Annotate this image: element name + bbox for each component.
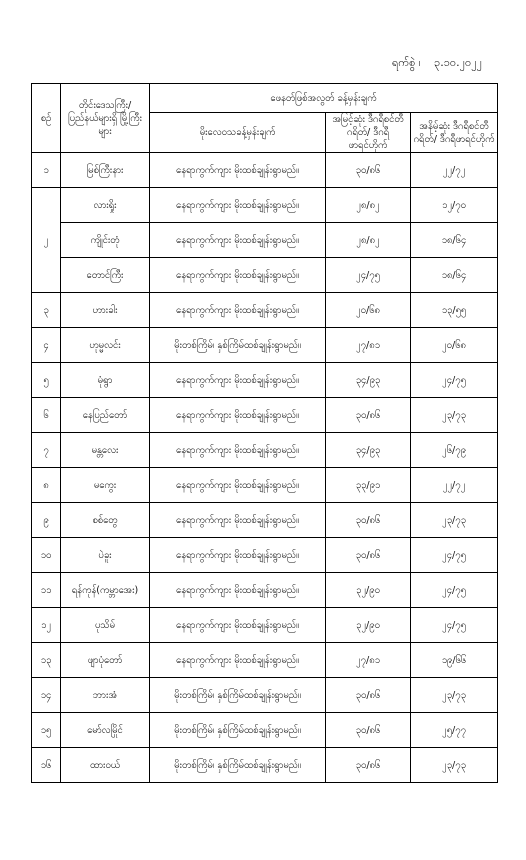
row-number: ၃	[32, 293, 61, 328]
max-temperature: ၃၄/၉၃	[326, 363, 411, 398]
max-temperature: ၃၀/၈၆	[326, 748, 411, 783]
min-temperature: ၂၃/၇၃	[411, 503, 498, 538]
max-temperature: ၃၀/၈၆	[326, 398, 411, 433]
max-temperature: ၂၈/၈၂	[326, 188, 411, 223]
table-row	[32, 153, 498, 188]
weather-condition: မိုးတစ်ကြိမ်၊ နှစ်ကြိမ်ထစ်ချုန်းရွာမည်။	[150, 748, 326, 783]
header-max-temp: အမြင့်ဆုံး ဒီဂရီစင်တီဂရိတ်/ ဒီဂရီဖာရင်ဟိုက်	[326, 113, 411, 153]
max-temperature: ၂၇/၈၁	[326, 328, 411, 363]
table-row	[32, 503, 498, 538]
city-name: ရန်ကုန်(ကမ္ဘာအေး)	[61, 573, 150, 608]
city-name: လားရှိုး	[61, 188, 150, 223]
min-temperature: ၂၄/၇၅	[411, 608, 498, 643]
table-row	[32, 223, 498, 258]
table-row	[32, 293, 498, 328]
min-temperature: ၂၆/၇၉	[411, 433, 498, 468]
min-temperature: ၁၉/၆၆	[411, 643, 498, 678]
weather-condition: နေရာကွက်ကျား မိုးထစ်ချုန်းရွာမည်။	[150, 293, 326, 328]
weather-condition: နေရာကွက်ကျား မိုးထစ်ချုန်းရွာမည်။	[150, 223, 326, 258]
max-temperature: ၂၈/၈၂	[326, 223, 411, 258]
row-number: ၂	[32, 188, 61, 293]
table-row	[32, 748, 498, 783]
min-temperature: ၁၂/၇၀	[411, 188, 498, 223]
row-number: ၁၁	[32, 573, 61, 608]
row-number: ၁၂	[32, 608, 61, 643]
city-name: တောင်ကြီး	[61, 258, 150, 293]
table-row	[32, 398, 498, 433]
city-name: မကွေး	[61, 468, 150, 503]
min-temperature: ၂၅/၇၇	[411, 713, 498, 748]
city-name: မန္တလေး	[61, 433, 150, 468]
min-temperature: ၂၄/၇၅	[411, 573, 498, 608]
min-temperature: ၁၈/၆၄	[411, 223, 498, 258]
max-temperature: ၃၂/၉၀	[326, 573, 411, 608]
max-temperature: ၃၃/၉၁	[326, 468, 411, 503]
city-name: စစ်တွေ	[61, 503, 150, 538]
min-temperature: ၂၃/၇၃	[411, 748, 498, 783]
table-row	[32, 188, 498, 223]
table-row	[32, 608, 498, 643]
max-temperature: ၃၂/၉၀	[326, 608, 411, 643]
forecast-table	[31, 83, 498, 783]
date-label: ရက်စွဲ ၊	[392, 56, 421, 69]
weather-condition: နေရာကွက်ကျား မိုးထစ်ချုန်းရွာမည်။	[150, 503, 326, 538]
header-group: ဖေနတ်ဖြစ်အလွတ် ခန့်မှန်းချက်	[150, 84, 498, 113]
row-number: ၆	[32, 398, 61, 433]
city-name: ပုသိမ်	[61, 608, 150, 643]
header-min-temp: အနိမ့်ဆုံး ဒီဂရီစင်တီဂရိတ်/ ဒီဂရီဖာရင်ဟိုက်	[411, 113, 498, 153]
city-name: မော်လမြိုင်	[61, 713, 150, 748]
city-name: ထားဝယ်	[61, 748, 150, 783]
table-row	[32, 363, 498, 398]
min-temperature: ၁၃/၅၅	[411, 293, 498, 328]
table-row	[32, 643, 498, 678]
city-name: ဖျာပုံတော်	[61, 643, 150, 678]
header-no: စဉ်	[32, 84, 61, 153]
weather-condition: နေရာကွက်ကျား မိုးထစ်ချုန်းရွာမည်။	[150, 468, 326, 503]
min-temperature: ၂၄/၇၅	[411, 363, 498, 398]
min-temperature: ၂၀/၆၈	[411, 328, 498, 363]
table-row	[32, 538, 498, 573]
city-name: ဘားအံ	[61, 678, 150, 713]
weather-condition: နေရာကွက်ကျား မိုးထစ်ချုန်းရွာမည်။	[150, 433, 326, 468]
row-number: ၁၄	[32, 678, 61, 713]
table-row	[32, 258, 498, 293]
min-temperature: ၂၂/၇၂	[411, 153, 498, 188]
min-temperature: ၁၈/၆၄	[411, 258, 498, 293]
row-number: ၁၅	[32, 713, 61, 748]
city-name: ဟုမ္မလင်း	[61, 328, 150, 363]
row-number: ၁၆	[32, 748, 61, 783]
max-temperature: ၂၄/၇၅	[326, 258, 411, 293]
city-name: မုံရွာ	[61, 363, 150, 398]
max-temperature: ၃၀/၈၆	[326, 678, 411, 713]
weather-condition: နေရာကွက်ကျား မိုးထစ်ချုန်းရွာမည်။	[150, 153, 326, 188]
weather-condition: နေရာကွက်ကျား မိုးထစ်ချုန်းရွာမည်။	[150, 643, 326, 678]
city-name: ဟားခါး	[61, 293, 150, 328]
table-row	[32, 713, 498, 748]
table-row	[32, 573, 498, 608]
city-name: နေပြည်တော်	[61, 398, 150, 433]
row-number: ၉	[32, 503, 61, 538]
city-name: ကျိုင်းတုံ	[61, 223, 150, 258]
row-number: ၅	[32, 363, 61, 398]
header-condition: မိုးလေဝသခန့်မှန်းချက်	[150, 113, 326, 153]
weather-condition: မိုးတစ်ကြိမ်၊ နှစ်ကြိမ်ထစ်ချုန်းရွာမည်။	[150, 713, 326, 748]
weather-condition: နေရာကွက်ကျား မိုးထစ်ချုန်းရွာမည်။	[150, 608, 326, 643]
weather-condition: မိုးတစ်ကြိမ်၊ နှစ်ကြိမ်ထစ်ချုန်းရွာမည်။	[150, 328, 326, 363]
weather-condition: နေရာကွက်ကျား မိုးထစ်ချုန်းရွာမည်။	[150, 188, 326, 223]
date-value: ၃.၁၀.၂၀၂၂	[434, 56, 482, 69]
max-temperature: ၃၄/၉၃	[326, 433, 411, 468]
max-temperature: ၃၀/၈၆	[326, 538, 411, 573]
city-name: ပဲခူး	[61, 538, 150, 573]
report-date	[382, 56, 482, 72]
weather-condition: နေရာကွက်ကျား မိုးထစ်ချုန်းရွာမည်။	[150, 573, 326, 608]
row-number: ၇	[32, 433, 61, 468]
table-row	[32, 678, 498, 713]
min-temperature: ၂၃/၇၃	[411, 678, 498, 713]
max-temperature: ၂၀/၆၈	[326, 293, 411, 328]
row-number: ၁	[32, 153, 61, 188]
row-number: ၄	[32, 328, 61, 363]
weather-condition: မိုးတစ်ကြိမ်၊ နှစ်ကြိမ်ထစ်ချုန်းရွာမည်။	[150, 678, 326, 713]
weather-condition: နေရာကွက်ကျား မိုးထစ်ချုန်းရွာမည်။	[150, 398, 326, 433]
row-number: ၁၀	[32, 538, 61, 573]
weather-condition: နေရာကွက်ကျား မိုးထစ်ချုန်းရွာမည်။	[150, 363, 326, 398]
max-temperature: ၃၀/၈၆	[326, 153, 411, 188]
max-temperature: ၃၀/၈၆	[326, 713, 411, 748]
row-number: ၈	[32, 468, 61, 503]
table-row	[32, 433, 498, 468]
min-temperature: ၂၄/၇၅	[411, 538, 498, 573]
weather-condition: နေရာကွက်ကျား မိုးထစ်ချုန်းရွာမည်။	[150, 258, 326, 293]
header-city: တိုင်းဒေသကြီး/ ပြည်နယ်များရှိ မြို့ကြီးများ	[61, 84, 150, 153]
table-row	[32, 328, 498, 363]
table-row	[32, 468, 498, 503]
max-temperature: ၂၇/၈၁	[326, 643, 411, 678]
city-name: မြစ်ကြီးနား	[61, 153, 150, 188]
min-temperature: ၂၃/၇၃	[411, 398, 498, 433]
row-number: ၁၃	[32, 643, 61, 678]
min-temperature: ၂၂/၇၂	[411, 468, 498, 503]
max-temperature: ၃၀/၈၆	[326, 503, 411, 538]
weather-condition: နေရာကွက်ကျား မိုးထစ်ချုန်းရွာမည်။	[150, 538, 326, 573]
